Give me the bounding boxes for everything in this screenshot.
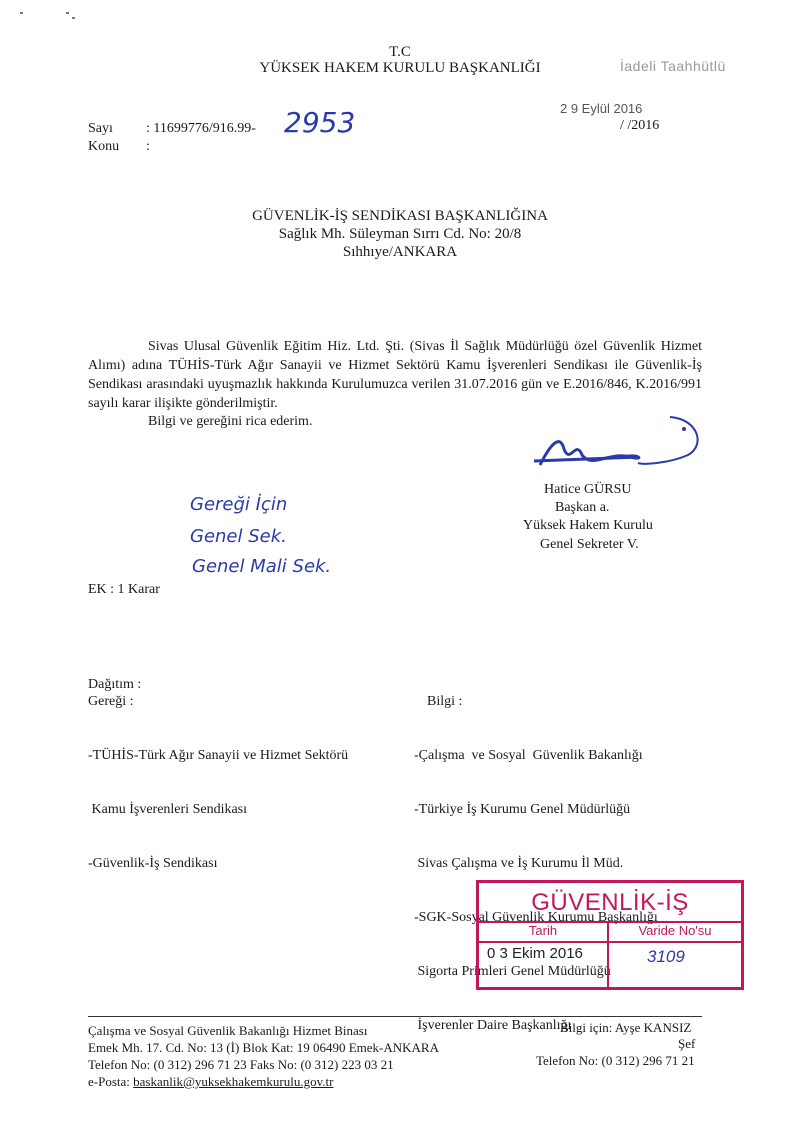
list-item: -Türkiye İş Kurumu Genel Müdürlüğü: [414, 802, 631, 817]
signatory-title-3: Genel Sekreter V.: [540, 537, 639, 552]
bilgi-label: Bilgi :: [427, 694, 463, 709]
list-item: -Çalışma ve Sosyal Güvenlik Bakanlığı: [414, 748, 643, 763]
recipient-line-1: GÜVENLİK-İŞ SENDİKASI BAŞKANLIĞINA: [252, 208, 548, 224]
recipient-line-2: Sağlık Mh. Süleyman Sırrı Cd. No: 20/8: [278, 226, 522, 242]
stamp-divider: [479, 941, 741, 943]
konu-label: Konu: [88, 139, 120, 154]
signature-scribble: [520, 405, 720, 477]
handwritten-note-line-1: Gereği İçin: [190, 494, 288, 515]
footer-email-link[interactable]: baskanlik@yuksekhakemkurulu.gov.tr: [133, 1074, 334, 1089]
header-line-1: T.C: [389, 44, 411, 60]
signatory-name: Hatice GÜRSU: [544, 482, 632, 497]
footer-contact-title: Şef: [678, 1036, 696, 1051]
footer-contact-phone: Telefon No: (0 312) 296 71 21: [536, 1053, 695, 1068]
list-item: -SGK-Sosyal Güvenlik Kurumu Başkanlığı: [414, 910, 658, 925]
scan-mark: [72, 17, 75, 19]
footer-contact-name: Bilgi için: Ayşe KANSIZ: [560, 1020, 692, 1035]
footer-email-label: e-Posta:: [88, 1074, 134, 1089]
footer-email-line: [88, 1073, 439, 1090]
footer-address-line: Çalışma ve Sosyal Güvenlik Bakanlığı Hizmet Binası: [88, 1023, 368, 1038]
distribution-label: Dağıtım :: [88, 677, 142, 692]
received-stamp-number-header: Varide No'su: [638, 923, 712, 938]
attachment: EK : 1 Karar: [88, 582, 160, 597]
konu-value: :: [146, 139, 150, 154]
footer-divider: [88, 1016, 702, 1017]
signatory-title-2: Yüksek Hakem Kurulu: [523, 518, 653, 533]
sayi-label: Sayı: [88, 121, 113, 136]
list-item: -TÜHİS-Türk Ağır Sanayii ve Hizmet Sektörü: [88, 748, 349, 763]
received-stamp-date: 0 3 Ekim 2016: [487, 945, 583, 962]
footer-address-line: Telefon No: (0 312) 296 71 23 Faks No: (0 312) 223 03 21: [88, 1057, 394, 1072]
body-paragraph-1: Sivas Ulusal Güvenlik Eğitim Hiz. Ltd. Şti. (Sivas İl Sağlık Müdürlüğü özel Güvenlik Hizmet Alımı) adına TÜHİS-Türk Ağır Sanayii ve Hizmet Sektörü Kamu İşverenleri Sendikası ile Güvenlik-İş Sendikası arasındaki uyuşmazlık hakkında Kurulumuzca verilen 31.07.2016 gün ve E.2016/846, K.2016/991 sayılı karar ilişikte gönderilmiştir.: [88, 339, 702, 411]
gerégi-label: Gereği :: [88, 694, 134, 709]
list-item: İşverenler Daire Başkanlığı: [414, 1018, 572, 1033]
received-stamp-date-header: Tarih: [528, 923, 558, 938]
date-typed: / /2016: [620, 118, 660, 133]
gerégi-list: [88, 711, 348, 891]
received-stamp: [476, 880, 744, 990]
sayi-handwritten-number: 2953: [284, 106, 356, 139]
received-stamp-number: 3109: [647, 947, 685, 966]
scan-mark: [20, 12, 23, 14]
footer-address-line: Emek Mh. 17. Cd. No: 13 (İ) Blok Kat: 19 06490 Emek-ANKARA: [88, 1040, 439, 1055]
handwritten-note-line-3: Genel Mali Sek.: [192, 556, 332, 577]
scan-mark: [66, 12, 69, 14]
header-line-2: YÜKSEK HAKEM KURULU BAŞKANLIĞI: [259, 60, 541, 76]
list-item: Kamu İşverenleri Sendikası: [88, 802, 248, 817]
list-item: Sivas Çalışma ve İş Kurumu İl Müd.: [414, 856, 624, 871]
registered-mail-stamp: İadeli Taahhütlü: [620, 58, 726, 74]
date-stamp: 2 9 Eylül 2016: [560, 101, 643, 116]
sayi-value: : 11699776/916.99-: [146, 121, 256, 136]
footer-address: [88, 1022, 439, 1090]
list-item: -Güvenlik-İş Sendikası: [88, 856, 218, 871]
recipient-line-3: Sıhhıye/ANKARA: [342, 244, 458, 260]
received-stamp-title: GÜVENLİK-İŞ: [531, 889, 689, 916]
list-item: Sigorta Primleri Genel Müdürlüğü: [414, 964, 611, 979]
signatory-title-1: Başkan a.: [555, 500, 610, 515]
handwritten-note-line-2: Genel Sek.: [190, 526, 287, 547]
body-paragraph-2: Bilgi ve gereğini rica ederim.: [148, 414, 313, 429]
